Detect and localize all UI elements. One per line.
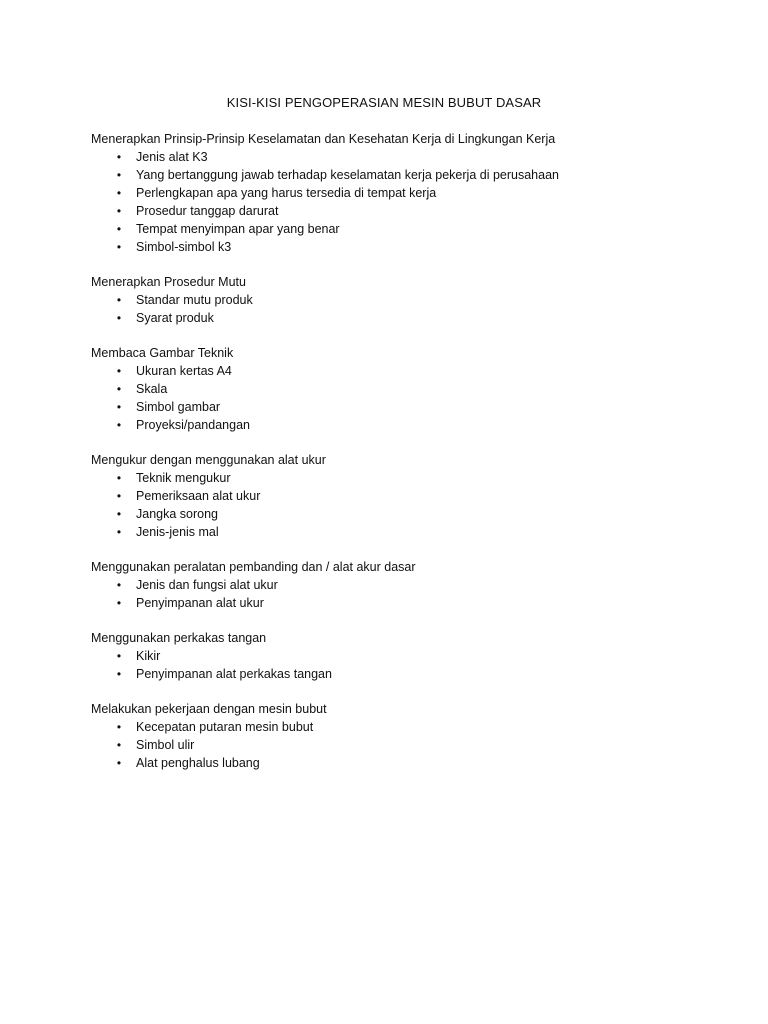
bullet-list [91, 148, 731, 256]
list-item-text: Alat penghalus lubang [136, 756, 260, 770]
list-item-text: Teknik mengukur [136, 471, 231, 485]
bullet-icon: • [116, 150, 122, 164]
list-item-text: Simbol-simbol k3 [136, 240, 232, 254]
list-item-text: Penyimpanan alat ukur [136, 596, 264, 610]
list-item-text: Tempat menyimpan apar yang benar [136, 222, 340, 236]
bullet-icon: • [116, 186, 122, 200]
section [91, 451, 731, 541]
bullet-icon: • [116, 471, 122, 485]
list-item-text: Yang bertanggung jawab terhadap keselamatan kerja pekerja di perusahaan [136, 168, 559, 182]
section-heading: Mengukur dengan menggunakan alat ukur [91, 453, 326, 467]
list-item-text: Kikir [136, 649, 161, 663]
bullet-icon: • [116, 168, 122, 182]
bullet-icon: • [116, 364, 122, 378]
list-item [91, 362, 731, 380]
bullet-icon: • [116, 720, 122, 734]
list-item-text: Syarat produk [136, 311, 214, 325]
bullet-list [91, 576, 731, 612]
list-item [91, 148, 731, 166]
bullet-icon: • [116, 507, 122, 521]
list-item [91, 576, 731, 594]
bullet-icon: • [116, 738, 122, 752]
section-heading: Menerapkan Prinsip-Prinsip Keselamatan dan Kesehatan Kerja di Lingkungan Kerja [91, 132, 556, 146]
list-item-text: Kecepatan putaran mesin bubut [136, 720, 314, 734]
list-item [91, 416, 731, 434]
list-item [91, 291, 731, 309]
list-item [91, 718, 731, 736]
list-item-text: Jangka sorong [136, 507, 219, 521]
section [91, 344, 731, 434]
list-item-text: Proyeksi/pandangan [136, 418, 250, 432]
bullet-icon: • [116, 293, 122, 307]
section-heading: Melakukan pekerjaan dengan mesin bubut [91, 702, 327, 716]
list-item [91, 469, 731, 487]
section-heading: Menggunakan perkakas tangan [91, 631, 267, 645]
list-item-text: Pemeriksaan alat ukur [136, 489, 261, 503]
section [91, 558, 731, 612]
bullet-icon: • [116, 596, 122, 610]
bullet-icon: • [116, 204, 122, 218]
bullet-icon: • [116, 222, 122, 236]
bullet-icon: • [116, 525, 122, 539]
list-item-text: Simbol gambar [136, 400, 221, 414]
section-heading: Menggunakan peralatan pembanding dan / alat akur dasar [91, 560, 416, 574]
section-heading: Menerapkan Prosedur Mutu [91, 275, 246, 289]
section [91, 700, 731, 772]
bullet-list [91, 362, 731, 434]
list-item [91, 594, 731, 612]
section-heading: Membaca Gambar Teknik [91, 346, 234, 360]
list-item [91, 238, 731, 256]
bullet-icon: • [116, 489, 122, 503]
list-item-text: Simbol ulir [136, 738, 195, 752]
bullet-icon: • [116, 382, 122, 396]
bullet-icon: • [116, 756, 122, 770]
list-item-text: Prosedur tanggap darurat [136, 204, 279, 218]
list-item [91, 184, 731, 202]
list-item [91, 398, 731, 416]
bullet-icon: • [116, 311, 122, 325]
list-item-text: Penyimpanan alat perkakas tangan [136, 667, 332, 681]
list-item [91, 309, 731, 327]
list-item-text: Ukuran kertas A4 [136, 364, 232, 378]
bullet-icon: • [116, 667, 122, 681]
list-item [91, 202, 731, 220]
list-item-text: Jenis-jenis mal [136, 525, 219, 539]
section [91, 130, 731, 256]
list-item-text: Jenis alat K3 [136, 150, 208, 164]
list-item-text: Skala [136, 382, 168, 396]
bullet-icon: • [116, 649, 122, 663]
document-body [91, 130, 731, 789]
bullet-icon: • [116, 418, 122, 432]
list-item [91, 220, 731, 238]
list-item [91, 754, 731, 772]
bullet-list [91, 647, 731, 683]
list-item [91, 505, 731, 523]
bullet-list [91, 718, 731, 772]
list-item [91, 736, 731, 754]
bullet-icon: • [116, 240, 122, 254]
list-item [91, 166, 731, 184]
section [91, 629, 731, 683]
bullet-icon: • [116, 400, 122, 414]
bullet-icon: • [116, 578, 122, 592]
bullet-list [91, 469, 731, 541]
list-item-text: Standar mutu produk [136, 293, 253, 307]
list-item [91, 665, 731, 683]
bullet-list [91, 291, 731, 327]
list-item [91, 380, 731, 398]
list-item-text: Jenis dan fungsi alat ukur [136, 578, 278, 592]
list-item [91, 647, 731, 665]
list-item [91, 523, 731, 541]
list-item [91, 487, 731, 505]
list-item-text: Perlengkapan apa yang harus tersedia di tempat kerja [136, 186, 437, 200]
document-title: KISI-KISI PENGOPERASIAN MESIN BUBUT DASAR [226, 95, 542, 110]
section [91, 273, 731, 327]
